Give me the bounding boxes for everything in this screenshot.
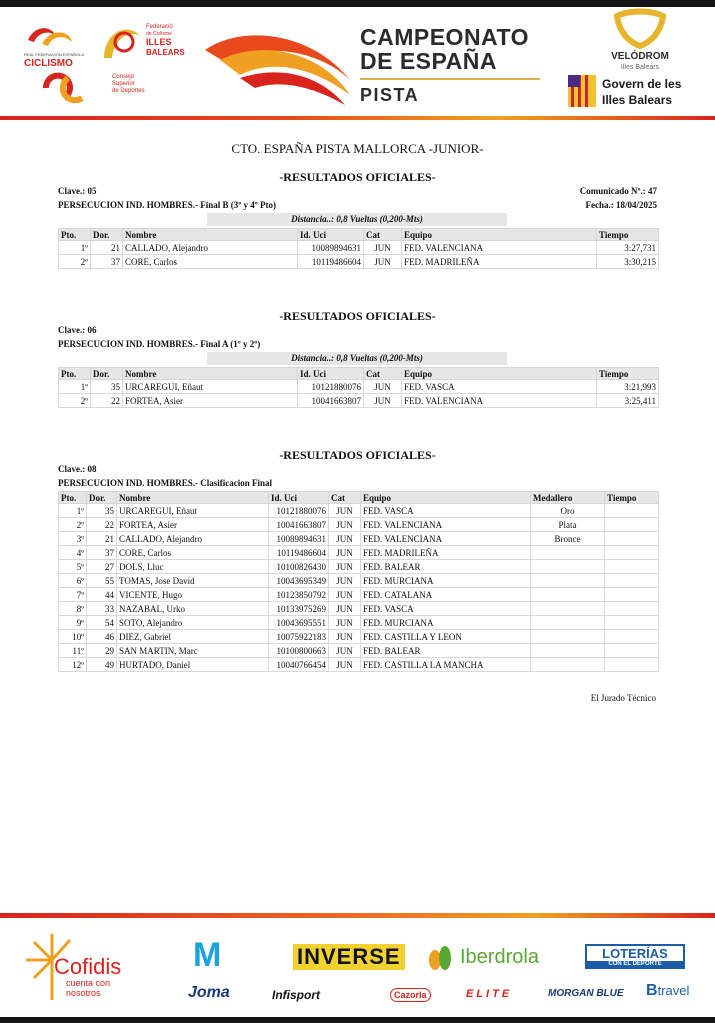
cell-nombre: FORTEA, Asier	[123, 394, 298, 408]
cell-equipo: FED. CASTILLA LA MANCHA	[361, 658, 531, 672]
loterias-name: LOTERÍAS	[602, 946, 668, 961]
cell-pto: 6º	[59, 574, 87, 588]
col-tiempo: Tiempo	[605, 492, 659, 504]
cell-tiempo	[605, 616, 659, 630]
cell-pto: 1º	[59, 380, 91, 394]
cell-tiempo	[605, 658, 659, 672]
col-equipo: Equipo	[361, 492, 531, 504]
cell-equipo: FED. BALEAR	[361, 644, 531, 658]
bottom-border	[0, 1017, 715, 1023]
cofidis-sub1: cuenta con	[66, 978, 111, 988]
section1-fecha: Fecha.: 18/04/2025	[585, 200, 657, 210]
cell-tiempo	[605, 644, 659, 658]
cell-dor: 22	[91, 394, 123, 408]
cell-uci: 10121880076	[298, 380, 364, 394]
campeonato-rule	[360, 78, 540, 80]
cell-equipo: FED. MADRILEÑA	[402, 255, 597, 269]
col-uci: Id. Uci	[298, 368, 364, 380]
campeonato-title	[360, 25, 529, 73]
table-header	[59, 492, 659, 504]
cell-equipo: FED. MURCIANA	[361, 574, 531, 588]
table-row	[59, 532, 659, 546]
section2-heading: -RESULTADOS OFICIALES-	[279, 309, 436, 323]
col-nombre: Nombre	[123, 229, 298, 241]
cell-nombre: URCAREGUI, Eñaut	[117, 504, 269, 518]
btravel-logo	[646, 982, 689, 1000]
jurado-signature: El Jurado Técnico	[590, 693, 656, 703]
section2-distancia: Distancia..: 0,8 Vueltas (0,200-Mts)	[207, 352, 507, 365]
cell-uci: 10123850792	[269, 588, 329, 602]
morgan-blue-logo: MORGAN BLUE	[548, 988, 624, 999]
cell-pto: 5º	[59, 560, 87, 574]
cell-pto: 2º	[59, 518, 87, 532]
svg-text:CICLISMO: CICLISMO	[24, 58, 73, 69]
cell-pto: 9º	[59, 616, 87, 630]
table-row	[59, 588, 659, 602]
cell-tiempo: 3:27,731	[597, 241, 659, 255]
cell-nombre: TOMAS, Jose David	[117, 574, 269, 588]
cell-tiempo	[605, 560, 659, 574]
section1-prueba: PERSECUCION IND. HOMBRES.- Final B (3º y 4º Pto)	[58, 200, 276, 210]
cell-uci: 10040766454	[269, 658, 329, 672]
cell-equipo: FED. VASCA	[402, 380, 597, 394]
cell-tiempo	[605, 532, 659, 546]
cell-equipo: FED. VALENCIANA	[361, 518, 531, 532]
cell-equipo: FED. VALENCIANA	[361, 532, 531, 546]
section3-prueba: PERSECUCION IND. HOMBRES.- Clasificacion Final	[58, 478, 273, 488]
cell-medallero	[531, 644, 605, 658]
cell-medallero: Plata	[531, 518, 605, 532]
cofidis-logo	[22, 930, 152, 1010]
cell-medallero	[531, 658, 605, 672]
table-row	[59, 546, 659, 560]
cell-medallero	[531, 616, 605, 630]
section1-distancia: Distancia..: 0,8 Vueltas (0,200-Mts)	[207, 213, 507, 226]
col-dor: Dor.	[91, 229, 123, 241]
cell-dor: 33	[87, 602, 117, 616]
joma-logo: Joma	[188, 984, 230, 1001]
cell-equipo: FED. CASTILLA Y LEON	[361, 630, 531, 644]
table-row	[59, 241, 659, 255]
cell-nombre: SOTO, Alejandro	[117, 616, 269, 630]
cell-nombre: VICENTE, Hugo	[117, 588, 269, 602]
cell-tiempo	[605, 546, 659, 560]
cell-cat: JUN	[329, 658, 361, 672]
cell-tiempo	[605, 630, 659, 644]
cell-uci: 10041663807	[298, 394, 364, 408]
header-divider	[0, 116, 715, 120]
section1-heading: -RESULTADOS OFICIALES-	[279, 170, 436, 184]
cell-nombre: URCAREGUI, Eñaut	[123, 380, 298, 394]
cell-cat: JUN	[329, 532, 361, 546]
campeonato-line2: DE ESPAÑA	[360, 48, 497, 74]
cell-dor: 22	[87, 518, 117, 532]
table-row	[59, 255, 659, 269]
cell-nombre: CORE, Carlos	[123, 255, 298, 269]
cell-dor: 35	[87, 504, 117, 518]
iberdrola-logo: Iberdrola	[460, 946, 539, 968]
cell-cat: JUN	[329, 588, 361, 602]
cell-medallero	[531, 630, 605, 644]
cell-dor: 37	[87, 546, 117, 560]
cell-cat: JUN	[329, 518, 361, 532]
cell-cat: JUN	[329, 644, 361, 658]
cell-equipo: FED. VASCA	[361, 602, 531, 616]
cell-dor: 29	[87, 644, 117, 658]
cell-pto: 7º	[59, 588, 87, 602]
table-row	[59, 574, 659, 588]
section2-table	[58, 367, 659, 408]
cell-uci: 10043695551	[269, 616, 329, 630]
cofidis-sub2: nosotros	[66, 988, 101, 998]
csd-logo	[40, 68, 170, 108]
col-equipo: Equipo	[402, 229, 597, 241]
col-cat: Cat	[329, 492, 361, 504]
table-row	[59, 394, 659, 408]
cell-medallero	[531, 588, 605, 602]
svg-text:REAL FEDERACIÓN ESPAÑOLA: REAL FEDERACIÓN ESPAÑOLA	[24, 52, 85, 57]
loterias-logo	[585, 944, 685, 969]
col-nombre: Nombre	[117, 492, 269, 504]
table-row	[59, 644, 659, 658]
cell-nombre: CORE, Carlos	[117, 546, 269, 560]
col-cat: Cat	[364, 368, 402, 380]
cell-tiempo	[605, 518, 659, 532]
cell-pto: 10º	[59, 630, 87, 644]
cell-equipo: FED. BALEAR	[361, 560, 531, 574]
cell-cat: JUN	[329, 546, 361, 560]
cell-uci: 10089894631	[298, 241, 364, 255]
cell-equipo: FED. MURCIANA	[361, 616, 531, 630]
cell-dor: 54	[87, 616, 117, 630]
velodrom-name: VELÓDROM	[611, 51, 669, 62]
cell-uci: 10100826430	[269, 560, 329, 574]
table-row	[59, 560, 659, 574]
cell-cat: JUN	[329, 560, 361, 574]
inverse-logo: INVERSE	[293, 944, 405, 970]
section3-table	[58, 491, 659, 672]
cell-cat: JUN	[364, 241, 402, 255]
elite-logo: ELITE	[466, 988, 513, 1000]
cell-equipo: FED. MADRILEÑA	[361, 546, 531, 560]
movistar-logo: M	[193, 936, 222, 974]
btravel-b: B	[646, 982, 658, 999]
svg-text:Consejo: Consejo	[112, 74, 135, 80]
cell-dor: 49	[87, 658, 117, 672]
cell-cat: JUN	[364, 394, 402, 408]
svg-text:de Ciclisme: de Ciclisme	[146, 31, 172, 37]
cell-dor: 21	[91, 241, 123, 255]
cell-medallero	[531, 560, 605, 574]
cell-pto: 4º	[59, 546, 87, 560]
cell-nombre: FORTEA, Asier	[117, 518, 269, 532]
cell-medallero: Oro	[531, 504, 605, 518]
cell-pto: 8º	[59, 602, 87, 616]
section3-heading: -RESULTADOS OFICIALES-	[279, 448, 436, 462]
velodrom-sub: Illes Balears	[620, 64, 660, 71]
col-dor: Dor.	[87, 492, 117, 504]
table-row	[59, 504, 659, 518]
cell-medallero	[531, 546, 605, 560]
col-pto: Pto.	[59, 368, 91, 380]
cell-nombre: NAZABAL, Urko	[117, 602, 269, 616]
document-title: CTO. ESPAÑA PISTA MALLORCA -JUNIOR-	[231, 141, 484, 156]
cell-nombre: DOLS, Lluc	[117, 560, 269, 574]
cell-tiempo: 3:21,993	[597, 380, 659, 394]
govern-line1: Govern de les	[602, 77, 682, 91]
cazorla-logo: Cazorla	[390, 988, 431, 1002]
cell-dor: 46	[87, 630, 117, 644]
cell-pto: 12º	[59, 658, 87, 672]
table-row	[59, 380, 659, 394]
cell-cat: JUN	[329, 574, 361, 588]
table-row	[59, 658, 659, 672]
cell-cat: JUN	[364, 255, 402, 269]
cell-pto: 2º	[59, 255, 91, 269]
section1-table	[58, 228, 659, 269]
cell-equipo: FED. VALENCIANA	[402, 241, 597, 255]
svg-text:Federació: Federació	[146, 24, 173, 30]
cofidis-name: Cofidis	[54, 954, 122, 979]
section3-clave: Clave.: 08	[58, 464, 97, 474]
btravel-name: travel	[657, 983, 690, 998]
cell-medallero: Bronce	[531, 532, 605, 546]
cell-dor: 55	[87, 574, 117, 588]
cell-tiempo	[605, 588, 659, 602]
svg-text:de Deportes: de Deportes	[112, 88, 145, 94]
svg-text:BALEARS: BALEARS	[146, 48, 185, 57]
svg-text:ILLES: ILLES	[146, 37, 172, 47]
cell-uci: 10041663807	[269, 518, 329, 532]
col-uci: Id. Uci	[298, 229, 364, 241]
govern-logo	[568, 73, 688, 109]
cell-dor: 44	[87, 588, 117, 602]
cell-equipo: FED. CATALANA	[361, 588, 531, 602]
cell-tiempo	[605, 574, 659, 588]
cell-tiempo	[605, 504, 659, 518]
cell-nombre: HURTADO, Daniel	[117, 658, 269, 672]
cell-pto: 1º	[59, 241, 91, 255]
col-nombre: Nombre	[123, 368, 298, 380]
cell-dor: 37	[91, 255, 123, 269]
cell-tiempo: 3:30,215	[597, 255, 659, 269]
cell-cat: JUN	[329, 602, 361, 616]
table-row	[59, 630, 659, 644]
cell-uci: 10119486604	[269, 546, 329, 560]
sponsor-strip	[0, 918, 715, 1017]
cell-pto: 1º	[59, 504, 87, 518]
section2-prueba: PERSECUCION IND. HOMBRES.- Final A (1º y 2º)	[58, 339, 261, 349]
col-cat: Cat	[364, 229, 402, 241]
cell-nombre: SAN MARTIN, Marc	[117, 644, 269, 658]
cell-tiempo	[605, 602, 659, 616]
col-tiempo: Tiempo	[597, 229, 659, 241]
cell-nombre: CALLADO, Alejandro	[123, 241, 298, 255]
table-row	[59, 616, 659, 630]
cell-dor: 21	[87, 532, 117, 546]
section1-clave: Clave.: 05	[58, 186, 97, 196]
cell-uci: 10089894631	[269, 532, 329, 546]
cell-medallero	[531, 574, 605, 588]
table-header	[59, 229, 659, 241]
cell-pto: 2º	[59, 394, 91, 408]
col-uci: Id. Uci	[269, 492, 329, 504]
velodrom-logo	[595, 12, 685, 72]
section1-comunicado: Comunicado Nº.: 47	[579, 186, 657, 196]
table-row	[59, 518, 659, 532]
svg-text:Superior: Superior	[112, 81, 135, 87]
cell-cat: JUN	[329, 616, 361, 630]
cell-uci: 10121880076	[269, 504, 329, 518]
cell-dor: 27	[87, 560, 117, 574]
col-pto: Pto.	[59, 229, 91, 241]
cell-nombre: CALLADO, Alejandro	[117, 532, 269, 546]
campeonato-pista: PISTA	[360, 85, 420, 105]
table-row	[59, 602, 659, 616]
cell-uci: 10043695349	[269, 574, 329, 588]
col-tiempo: Tiempo	[597, 368, 659, 380]
cell-uci: 10075922183	[269, 630, 329, 644]
cell-uci: 10100800663	[269, 644, 329, 658]
cell-dor: 35	[91, 380, 123, 394]
col-pto: Pto.	[59, 492, 87, 504]
cell-cat: JUN	[329, 630, 361, 644]
loterias-sub: CON EL DEPORTE	[587, 961, 683, 967]
cell-uci: 10119486604	[298, 255, 364, 269]
cell-tiempo: 3:25,411	[597, 394, 659, 408]
cell-uci: 10133975269	[269, 602, 329, 616]
govern-line2: Illes Balears	[602, 93, 673, 107]
col-equipo: Equipo	[402, 368, 597, 380]
iberdrola-leaf-icon	[425, 944, 457, 972]
cell-equipo: FED. VASCA	[361, 504, 531, 518]
col-dor: Dor.	[91, 368, 123, 380]
col-medallero: Medallero	[531, 492, 605, 504]
table-header	[59, 368, 659, 380]
top-border	[0, 0, 715, 7]
campeonato-line1: CAMPEONATO	[360, 24, 529, 50]
cell-cat: JUN	[329, 504, 361, 518]
cell-equipo: FED. VALENCIANA	[402, 394, 597, 408]
cell-medallero	[531, 602, 605, 616]
cell-cat: JUN	[364, 380, 402, 394]
cell-pto: 11º	[59, 644, 87, 658]
section2-clave: Clave.: 06	[58, 325, 97, 335]
infisport-logo: Infisport	[272, 988, 320, 1002]
cell-pto: 3º	[59, 532, 87, 546]
rfec-logo	[20, 18, 100, 70]
cell-nombre: DIEZ, Gabriel	[117, 630, 269, 644]
fib-logo	[100, 18, 185, 66]
